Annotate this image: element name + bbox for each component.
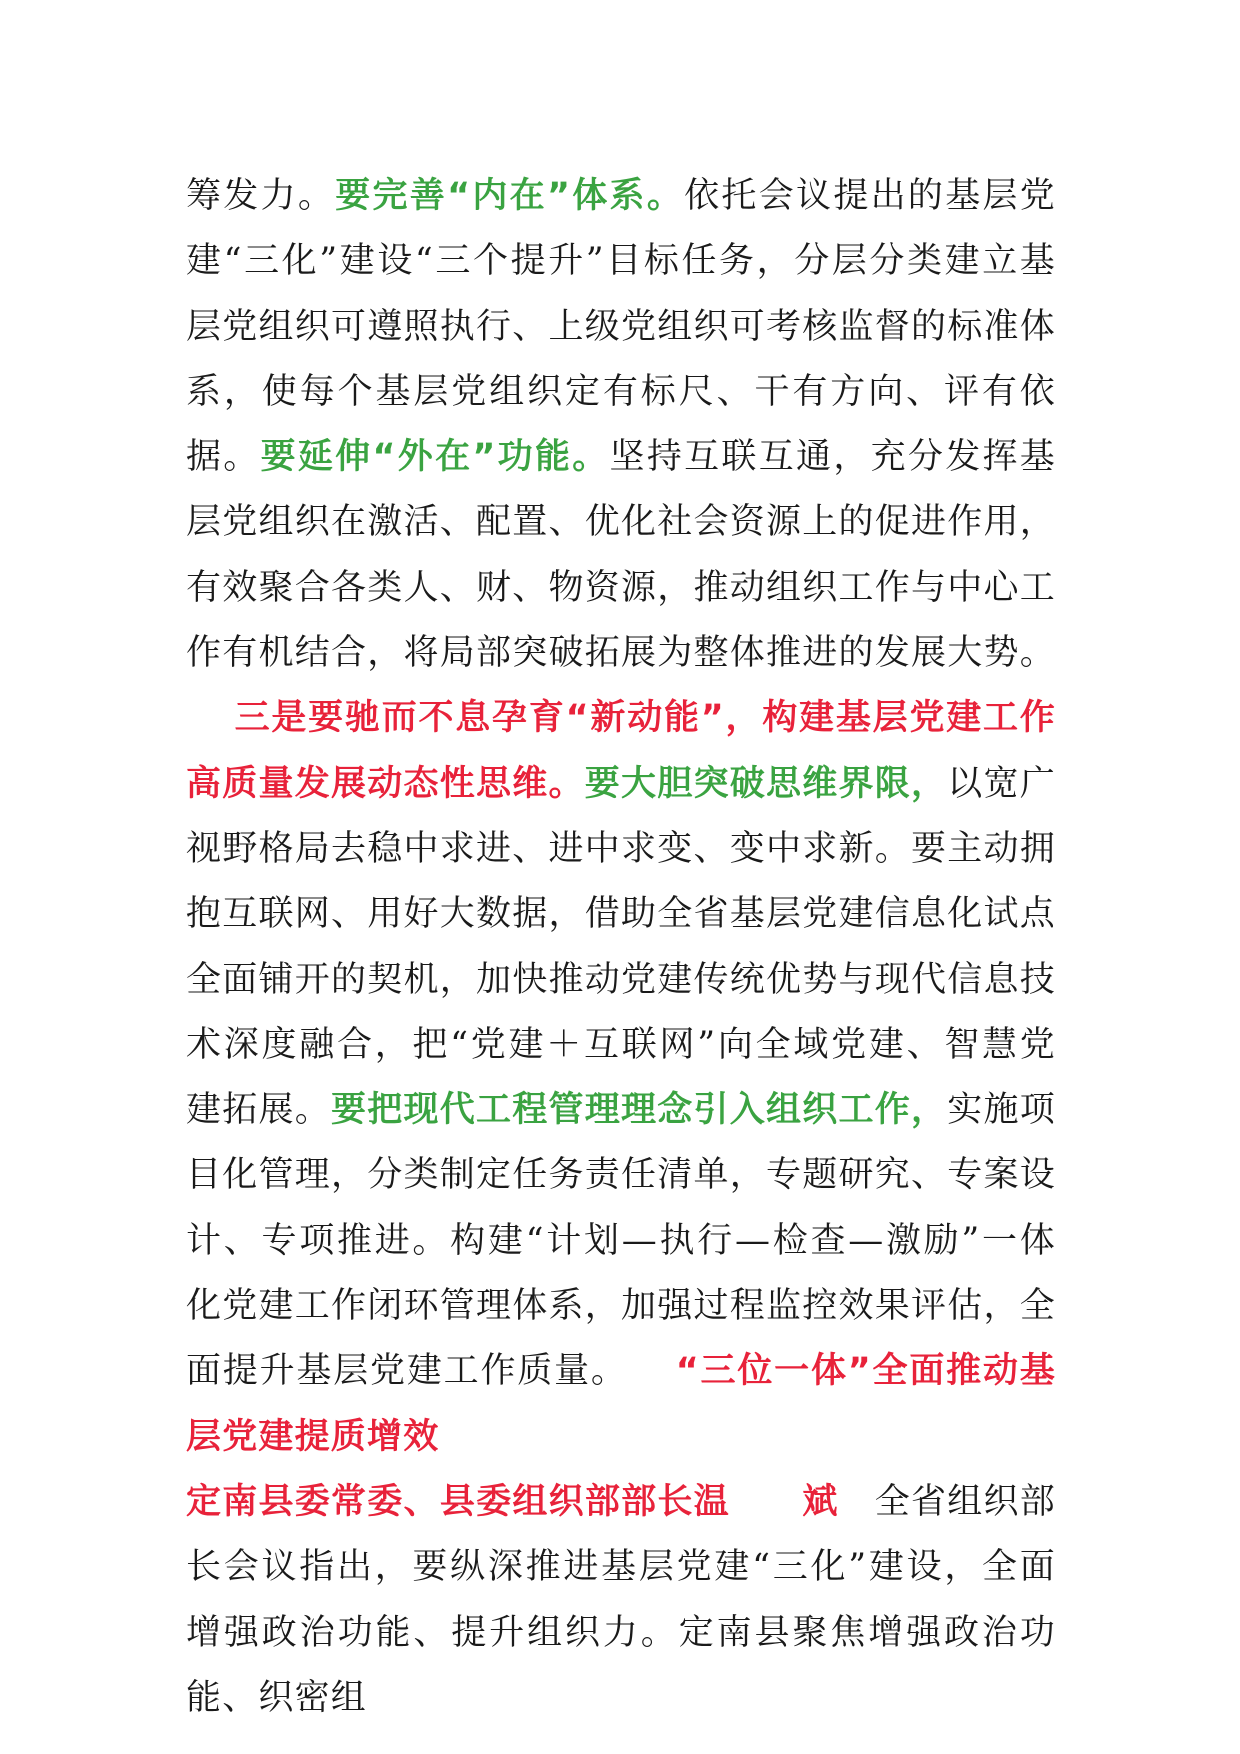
text-run: 筹发力。 [186,176,336,216]
text-run: 坚持互联互通，充分发挥基层党组织在激活、配置、优化社会资源上的促进作用，有效聚合各类人、财、物资源，推动组织工作与中心工作有机结合，将局部突破拓展为整体推进的发展大势。 [186,437,1056,674]
article-body [186,164,1056,1731]
article-title: “三位一体”全面推动基层党建提质增效 [186,1351,1056,1457]
heading-green-outer-function: 要延伸“外在”功能。 [260,437,610,478]
text-run: 依托会议提出的基层党建“三化”建设“三个提升”目标任务，分层分类建立基层党组织可遵照执行、上级党组织可考核监督的标准体系，使每个基层党组织定有标尺、干有方向、评有依据。 [186,176,1056,478]
text-run: 全省组织部长会议指出，要纵深推进基层党建“三化”建设，全面增强政治功能、提升组织力。定南县聚焦增强政治功能、织密组 [186,1481,1056,1718]
text-run: 以宽广视野格局去稳中求进、进中求变、变中求新。要主动拥抱互联网、用好大数据，借助全省基层党建信息化试点全面铺开的契机，加快推动党建传统优势与现代信息技术深度融合，把“党建＋互联网”向全域党建、智慧党建拓展。 [186,763,1056,1131]
heading-red-new-momentum: 三是要驰而不息孕育“新动能”，构建基层党建工作高质量发展动态性思维。 [186,698,1056,804]
heading-green-break-limits: 要大胆突破思维界限， [584,763,948,804]
heading-green-inner-system: 要完善“内在”体系。 [335,176,685,216]
heading-green-engineering: 要把现代工程管理理念引入组织工作， [331,1090,948,1131]
text-run: 实施项目化管理，分类制定任务责任清单，专题研究、专案设计、专项推进。构建“计划—执行—检查—激励”一体化党建工作闭环管理体系，加强过程监控效果评估，全面提升基层党建工作质量。 [186,1090,1056,1392]
author-byline: 定南县委常委、县委组织部部长温 斌 [186,1481,839,1522]
